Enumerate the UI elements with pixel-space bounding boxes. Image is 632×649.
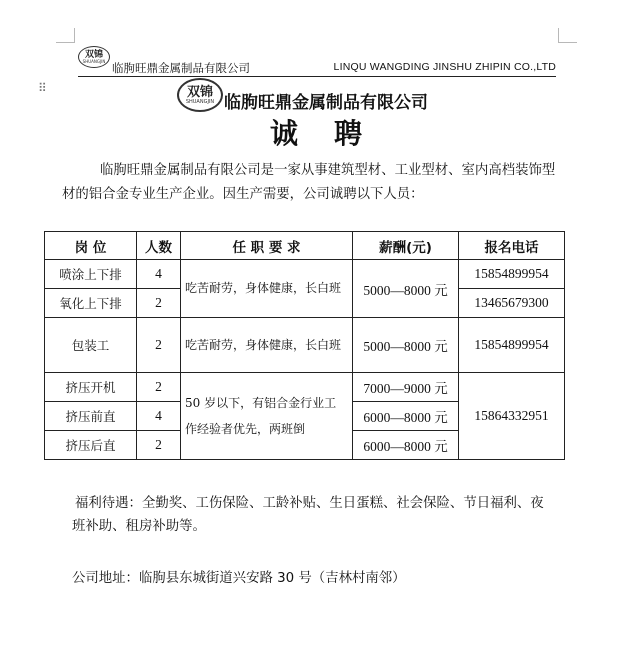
position-cell: 挤压前直 <box>45 402 137 431</box>
table-row <box>45 318 565 373</box>
logo-en-text: SHUANGJIN <box>185 98 215 105</box>
count-cell: 2 <box>137 431 181 460</box>
salary-cell: 6000—8000 元 <box>353 431 459 460</box>
col-header-requirements: 任 职 要 求 <box>181 232 353 260</box>
salary-cell: 6000—8000 元 <box>353 402 459 431</box>
header-rule <box>78 76 556 77</box>
phone-cell: 13465679300 <box>459 289 565 318</box>
position-cell: 包装工 <box>45 318 137 373</box>
count-cell: 2 <box>137 373 181 402</box>
intro-paragraph: 临朐旺鼎金属制品有限公司是一家从事建筑型材、工业型材、室内高档装饰型材的铝合金专业生产企业。因生产需要，公司诚聘以下人员： <box>62 163 556 202</box>
crop-mark-top-right <box>558 28 577 43</box>
phone-cell: 15864332951 <box>459 373 565 460</box>
logo-cn-text: 双锦 <box>186 84 213 100</box>
header-company-english: LINQU WANGDING JINSHU ZHIPIN CO.,LTD <box>333 61 556 73</box>
table-row <box>45 260 565 289</box>
logo-cn-text: 双锦 <box>84 49 103 60</box>
count-cell: 4 <box>137 402 181 431</box>
jobs-table <box>44 231 565 460</box>
company-logo-small <box>78 46 110 68</box>
requirements-cell: 50 岁以下，有铝合金行业工作经验者优先，两班倒 <box>181 373 353 460</box>
position-cell: 挤压开机 <box>45 373 137 402</box>
requirements-cell: 吃苦耐劳，身体健康，长白班 <box>181 318 353 373</box>
company-logo <box>177 78 223 112</box>
drag-handle-icon[interactable]: ⠿ <box>38 81 48 95</box>
table-header-row <box>45 232 565 260</box>
salary-cell: 5000—8000 元 <box>353 318 459 373</box>
crop-mark-top-left <box>56 28 75 43</box>
count-cell: 4 <box>137 260 181 289</box>
col-header-phone: 报名电话 <box>459 232 565 260</box>
requirements-cell: 吃苦耐劳，身体健康，长白班 <box>181 260 353 318</box>
position-cell: 氧化上下排 <box>45 289 137 318</box>
col-header-count: 人数 <box>137 232 181 260</box>
position-cell: 挤压后直 <box>45 431 137 460</box>
count-cell: 2 <box>137 318 181 373</box>
address-line: 公司地址：临朐县东城街道兴安路 30 号（吉林村南邻） <box>72 571 406 586</box>
count-cell: 2 <box>137 289 181 318</box>
logo-en-text: SHUANGJIN <box>82 58 106 64</box>
phone-cell: 15854899954 <box>459 260 565 289</box>
header-company-name: 临朐旺鼎金属制品有限公司 <box>112 61 250 75</box>
col-header-salary: 薪酬(元) <box>353 232 459 260</box>
col-header-position: 岗 位 <box>45 232 137 260</box>
company-title: 临朐旺鼎金属制品有限公司 <box>224 93 428 113</box>
phone-cell: 15854899954 <box>459 318 565 373</box>
salary-cell: 7000—9000 元 <box>353 373 459 402</box>
page-heading: 诚聘 <box>269 117 398 150</box>
benefits-paragraph: 福利待遇：全勤奖、工伤保险、工龄补贴、生日蛋糕、社会保险、节日福利、夜班补助、租房补助等。 <box>72 496 544 534</box>
table-row <box>45 373 565 402</box>
salary-cell: 5000—8000 元 <box>353 260 459 318</box>
position-cell: 喷涂上下排 <box>45 260 137 289</box>
